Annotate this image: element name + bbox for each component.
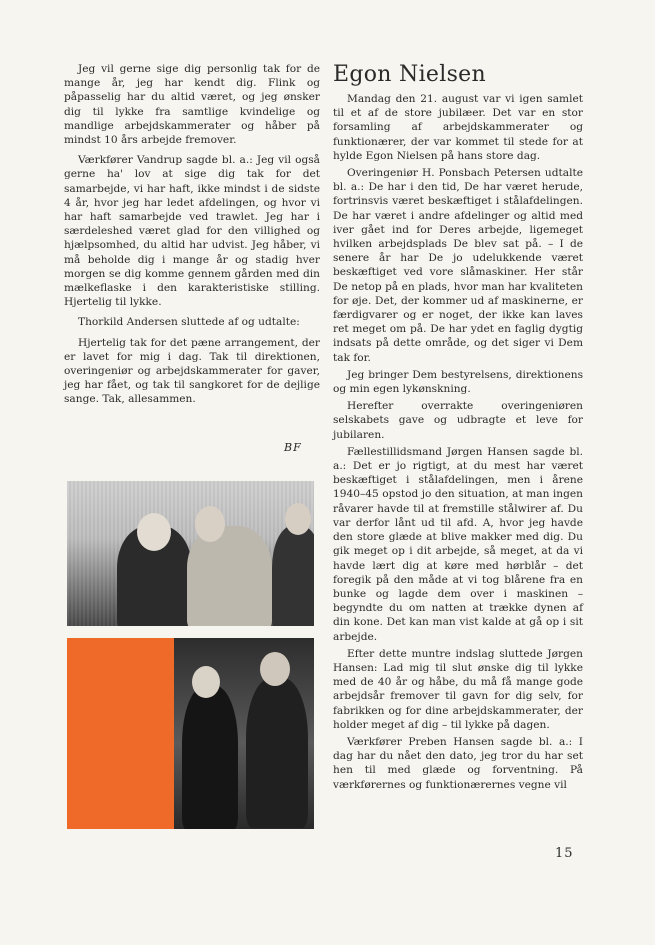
photo-speech xyxy=(67,638,314,829)
right-paragraph-6: Efter dette muntre indslag sluttede Jørgen Hansen: Lad mig til slut ønske dig til lykke med de 40 år og håbe, du må få mange gode arbejdsår fremover til gavn for dig selv, for fabrikken og for dine arbejdskammerater, der holder meget af dig – til lykke på dagen. xyxy=(333,647,583,731)
person-figure xyxy=(187,526,272,626)
article-title: Egon Nielsen xyxy=(333,62,486,87)
right-paragraph-4: Herefter overrakte overingeniøren selskabets gave og udbragte et leve for jubilaren. xyxy=(333,400,583,441)
photo-jubilee-group xyxy=(67,481,314,626)
right-paragraph-2: Overingeniør H. Ponsbach Petersen udtalte bl. a.: De har i den tid, De har været herude, fortrinsvis været beskæftiget i stålafdelingen. De har været i andre afdelinger og altid med iver gået ind for Deres arbejde, ligemeget hvilken arbejdsplads De blev sat på. – I de senere år har De jo udelukkende været beskæftiget ved vore slåmaskiner. Her står De netop på en plads, hvor man har kvaliteten for øje. Det, der kommer ud af maskinerne, er færdigvarer og er noget, der ikke kan laves ret meget om på. De har ydet en faglig dygtig indsats på dette område, og det siger vi Dem tak for. xyxy=(333,167,583,364)
person-head xyxy=(260,652,290,686)
left-paragraph-2: Værkfører Vandrup sagde bl. a.: Jeg vil også gerne ha' lov at sige dig tak for det samarbejde, vi har haft, ikke mindst i de sidste 4 år, hvor jeg har ledet afdelingen, og hvor vi har haft samarbejde ved trawlet. Jeg har i særdeleshed været glad for den villighed og hjælpsomhed, du altid har udvist. Jeg håber, vi må beholde dig i mange år og stadig hver morgen se dig komme gennem gården med din mælkeflaske i den karakteristiske stilling. Hjertelig til lykke. xyxy=(64,154,320,309)
photo-speech-image xyxy=(174,638,314,829)
page-number: 15 xyxy=(555,846,574,861)
person-figure xyxy=(182,686,238,829)
left-paragraph-4: Hjertelig tak for det pæne arrangement, der er lavet for mig i dag. Tak til direktionen, overingeniør og arbejdskammerater for gaver, jeg har fået, og tak til sangkoret for de dejlige sange. Tak, allesammen. xyxy=(64,336,320,406)
left-column xyxy=(64,62,320,413)
orange-color-block xyxy=(67,638,174,829)
person-head xyxy=(137,513,171,551)
left-paragraph-3: Thorkild Andersen sluttede af og udtalte: xyxy=(78,316,300,329)
right-paragraph-7: Værkfører Preben Hansen sagde bl. a.: I dag har du nået den dato, jeg tror du har set hen til med glæde og forventning. På værkførernes og funktionærernes vegne vil xyxy=(333,735,583,791)
right-paragraph-3: Jeg bringer Dem bestyrelsens, direktionens og min egen lykønskning. xyxy=(333,368,583,396)
person-head xyxy=(285,503,311,535)
person-figure xyxy=(272,526,314,626)
right-paragraph-5: Fællestillidsmand Jørgen Hansen sagde bl. a.: Det er jo rigtigt, at du mest har været beskæftiget i stålafdelingen, men i årene 1940–45 opstod jo den situation, at man ingen råvarer havde til at fremstille stålwirer af. Du var derfor lånt ud til afd. A, hvor jeg havde den store glæde at blive makker med dig. Du gik meget op i dit arbejde, så meget, at da vi havde lært dig at køre med hørblår – det foregik på den måde at vi tog blårene fra en bunke og lagde dem over i maskinen – begyndte du om natten at trække dynen af din kone. Det kan man vist kalde at gå op i sit arbejde. xyxy=(333,445,583,643)
person-head xyxy=(195,506,225,542)
person-head xyxy=(192,666,220,698)
right-paragraph-1: Mandag den 21. august var vi igen samlet til et af de store jubilæer. Det var en stor forsamling af arbejdskammerater og funktionærer, der var kommet til stede for at hylde Egon Nielsen på hans store dag. xyxy=(333,93,583,162)
right-column xyxy=(333,62,583,795)
author-signature: BF xyxy=(284,441,302,454)
left-paragraph-1: Jeg vil gerne sige dig personlig tak for de mange år, jeg har kendt dig. Flink og påpasselig har du altid været, og jeg ønsker dig til lykke fra samtlige kvindelige og mandlige arbejdskammerater og håber på mindst 10 års arbejde fremover. xyxy=(64,63,320,147)
person-figure xyxy=(246,678,308,828)
